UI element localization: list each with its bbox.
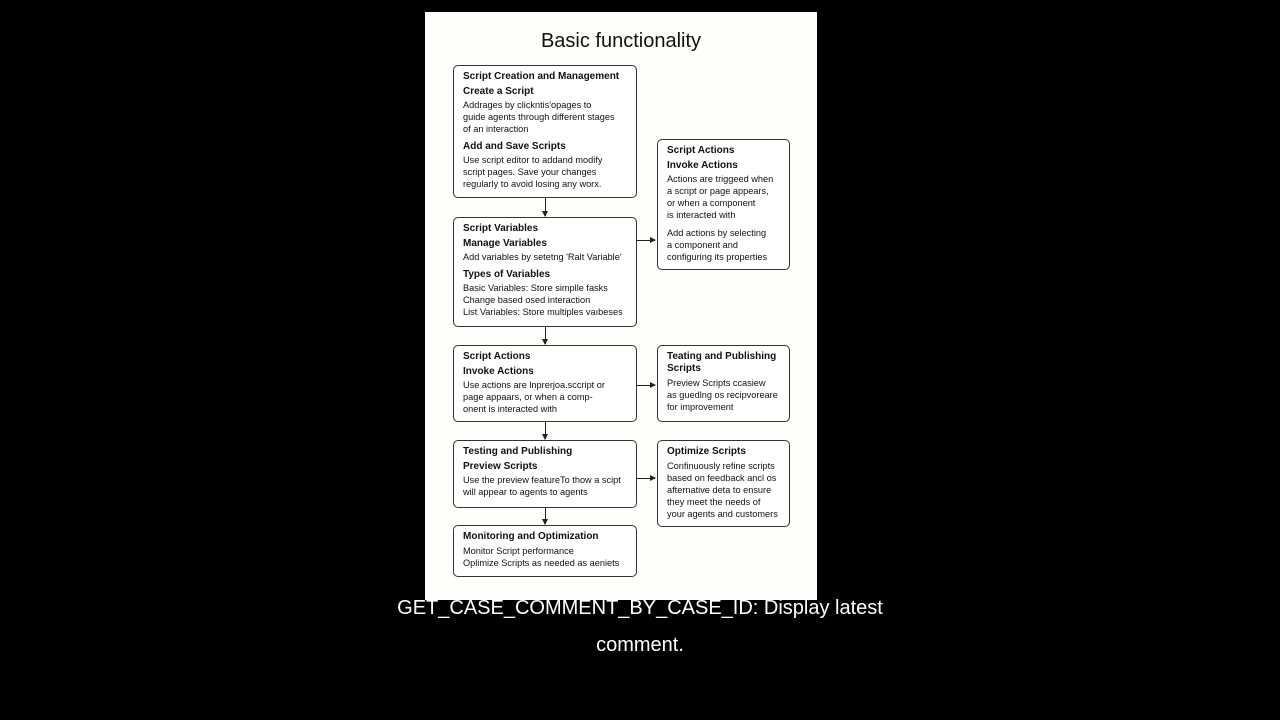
box-subheading: Types of Variables <box>463 269 551 280</box>
arrow-down <box>545 327 546 344</box>
box-text <box>463 251 627 263</box>
text-line: Confinuously refine scripts <box>667 461 775 471</box>
box-text <box>463 154 627 190</box>
side-box <box>657 345 790 422</box>
arrow-down <box>545 508 546 524</box>
text-line: afternative deta to ensure <box>667 485 772 495</box>
arrow-right <box>637 385 655 386</box>
text-line: Add actions by selecting <box>667 228 767 238</box>
box-subheading: Manage Variables <box>463 238 547 249</box>
box-heading: Testing and Publishing <box>463 446 573 457</box>
text-line: regularly to avoid losing any worx. <box>463 179 602 189</box>
text-line: configuring its properties <box>667 252 768 262</box>
text-line: List Variables: Store multiples vaıbeses <box>463 307 623 317</box>
box-text <box>463 99 627 135</box>
box-subheading: Add and Save Scripts <box>463 141 566 152</box>
text-line: Actions are triggeed when <box>667 174 774 184</box>
subtitle-caption <box>0 590 1280 664</box>
text-line: guide agents through different stages <box>463 112 615 122</box>
flow-box <box>453 440 637 508</box>
text-line: Basic Variables: Store simplle fasks <box>463 283 608 293</box>
text-line: Monitor Script performance <box>463 546 574 556</box>
arrow-right <box>637 240 655 241</box>
side-box <box>657 440 790 527</box>
text-line: Preview Scripts ccasiew <box>667 378 766 388</box>
text-line: Use script editor to addand modify <box>463 155 603 165</box>
caption-line-1: GET_CASE_COMMENT_BY_CASE_ID: Display latest <box>397 597 883 619</box>
box-text <box>463 282 627 318</box>
text-line: a script or page appears, <box>667 186 769 196</box>
text-line: Addrages by clickntis'opages to <box>463 100 592 110</box>
text-line: a component and <box>667 240 739 250</box>
arrow-down <box>545 422 546 439</box>
text-line: will appear to agents to agents <box>463 487 588 497</box>
arrow-right <box>637 478 655 479</box>
box-heading: Script Variables <box>463 223 539 234</box>
box-heading: Script Creation and Management <box>463 71 620 82</box>
box-heading: Script Actions <box>463 351 531 362</box>
text-line: page appaars, or when a comp- <box>463 392 593 402</box>
diagram-title: Basic functionality <box>540 30 702 52</box>
text-line: Use actions are lnprerjoa.sccript or <box>463 380 605 390</box>
box-subheading: Create a Script <box>463 86 534 97</box>
text-line: Change based osed interaction <box>463 295 591 305</box>
text-line: based on feedback ancl os <box>667 473 777 483</box>
text-line: for improvement <box>667 402 734 412</box>
box-text <box>667 460 780 520</box>
box-text <box>667 377 780 413</box>
box-subheading: Preview Scripts <box>463 461 538 472</box>
box-heading: Monitoring and Optimization <box>463 531 599 542</box>
text-line: script pages. Save your changes <box>463 167 597 177</box>
box-text <box>667 173 780 221</box>
flow-box <box>453 65 637 198</box>
flow-box <box>453 217 637 327</box>
box-text <box>463 379 627 415</box>
text-line: of an interaction <box>463 124 529 134</box>
box-text <box>463 474 627 498</box>
box-heading: Script Actions <box>667 145 735 156</box>
diagram-page <box>425 12 817 600</box>
box-text <box>667 227 780 263</box>
box-heading: Teating and Publishing Scripts <box>667 351 777 374</box>
text-line: your agents and customers <box>667 509 778 519</box>
box-subheading: Invoke Actions <box>667 160 738 171</box>
caption-line-2: comment. <box>596 634 684 656</box>
arrow-down <box>545 198 546 216</box>
text-line: they meet the needs of <box>667 497 761 507</box>
box-text <box>463 545 627 569</box>
flow-box <box>453 345 637 422</box>
text-line: is interacted with <box>667 210 736 220</box>
text-line: Oplimize Scripts as needed as aeniets <box>463 558 620 568</box>
flow-box <box>453 525 637 577</box>
side-box <box>657 139 790 270</box>
box-subheading: Invoke Actions <box>463 366 534 377</box>
text-line: Add variables by setetng 'Ralt Variable' <box>463 252 622 262</box>
box-heading: Optimize Scripts <box>667 446 746 457</box>
text-line: Use the preview featureTo thow a scipt <box>463 475 621 485</box>
text-line: onent is interacted with <box>463 404 557 414</box>
text-line: or when a component <box>667 198 756 208</box>
text-line: as guedlng os recipvoreare <box>667 390 778 400</box>
